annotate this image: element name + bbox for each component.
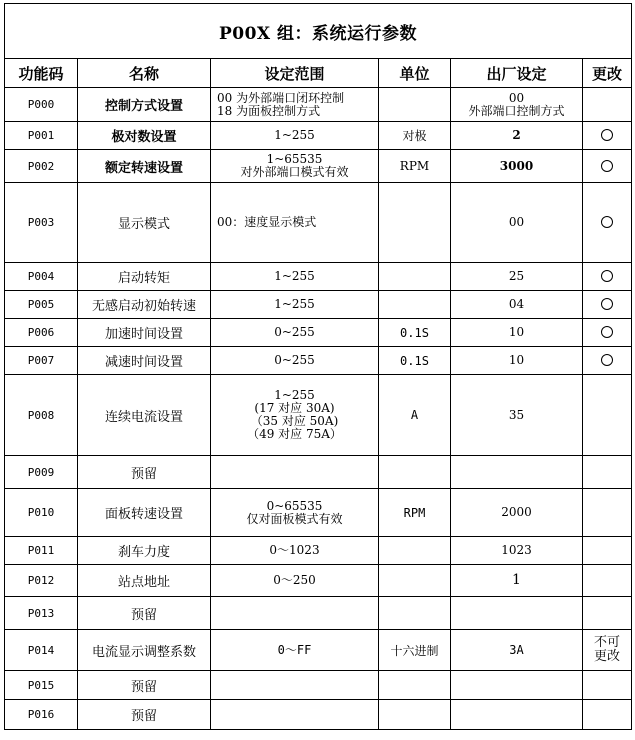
range-cell bbox=[211, 671, 379, 700]
unit-cell: A bbox=[379, 375, 451, 456]
code-cell: P015 bbox=[5, 671, 78, 700]
range-cell: 0~255 bbox=[211, 347, 379, 375]
name-cell: 预留 bbox=[78, 456, 211, 489]
name-cell: 减速时间设置 bbox=[78, 347, 211, 375]
unit-cell bbox=[379, 183, 451, 263]
unit-cell: 0.1S bbox=[379, 347, 451, 375]
range-cell bbox=[211, 597, 379, 630]
header-default: 出厂设定 bbox=[451, 59, 583, 88]
unit-cell bbox=[379, 671, 451, 700]
range-line: (17 对应 30A) bbox=[254, 401, 335, 415]
change-cell bbox=[583, 630, 632, 671]
default-cell bbox=[451, 700, 583, 730]
change-cell bbox=[583, 88, 632, 122]
code-cell: P001 bbox=[5, 122, 78, 150]
change-line: 不可 bbox=[594, 635, 621, 650]
unit-cell: RPM bbox=[379, 150, 451, 183]
default-cell: 00 bbox=[451, 183, 583, 263]
range-line: （49 对应 75A） bbox=[247, 427, 342, 441]
range-line: 00 为外部端口闭环控制 bbox=[217, 90, 345, 105]
table-row bbox=[5, 183, 632, 263]
header-name: 名称 bbox=[78, 59, 211, 88]
default-cell: 3A bbox=[451, 630, 583, 671]
table-row bbox=[5, 375, 632, 456]
code-cell: P010 bbox=[5, 489, 78, 537]
parameter-table-container bbox=[4, 3, 632, 730]
change-cell bbox=[583, 263, 632, 291]
unit-cell bbox=[379, 456, 451, 489]
table-row bbox=[5, 263, 632, 291]
unit-cell bbox=[379, 565, 451, 597]
unit-cell: RPM bbox=[379, 489, 451, 537]
default-line: 外部端口控制方式 bbox=[468, 103, 565, 118]
unit-cell: 对极 bbox=[379, 122, 451, 150]
unit-cell: 十六进制 bbox=[379, 630, 451, 671]
code-cell: P000 bbox=[5, 88, 78, 122]
code-cell: P005 bbox=[5, 291, 78, 319]
name-cell: 刹车力度 bbox=[78, 537, 211, 565]
range-cell: 0~255 bbox=[211, 319, 379, 347]
range-cell: 1~255 bbox=[211, 291, 379, 319]
table-row bbox=[5, 456, 632, 489]
header-row bbox=[5, 59, 632, 88]
unit-cell bbox=[379, 597, 451, 630]
range-line: 1~255 bbox=[274, 388, 315, 402]
change-cell bbox=[583, 537, 632, 565]
table-row bbox=[5, 671, 632, 700]
header-range: 设定范围 bbox=[211, 59, 379, 88]
name-cell: 控制方式设置 bbox=[78, 88, 211, 122]
default-line: 00 bbox=[508, 90, 525, 105]
unit-cell bbox=[379, 291, 451, 319]
parameter-table bbox=[4, 3, 632, 730]
range-line: 18 为面板控制方式 bbox=[217, 103, 321, 118]
unit-cell bbox=[379, 263, 451, 291]
table-row bbox=[5, 291, 632, 319]
code-cell: P013 bbox=[5, 597, 78, 630]
header-code: 功能码 bbox=[5, 59, 78, 88]
default-cell bbox=[451, 671, 583, 700]
range-line: 对外部端口模式有效 bbox=[240, 165, 349, 179]
range-line: （35 对应 50A) bbox=[250, 414, 339, 428]
range-cell bbox=[211, 375, 379, 456]
range-cell: 0～250 bbox=[211, 565, 379, 597]
code-cell: P004 bbox=[5, 263, 78, 291]
name-cell: 启动转矩 bbox=[78, 263, 211, 291]
name-cell: 无感启动初始转速 bbox=[78, 291, 211, 319]
default-cell: 3000 bbox=[451, 150, 583, 183]
name-cell: 电流显示调整系数 bbox=[78, 630, 211, 671]
default-cell: 10 bbox=[451, 347, 583, 375]
default-cell: 1 bbox=[451, 565, 583, 597]
header-change: 更改 bbox=[583, 59, 632, 88]
change-cell bbox=[583, 565, 632, 597]
change-cell bbox=[583, 375, 632, 456]
code-cell: P016 bbox=[5, 700, 78, 730]
name-cell: 显示模式 bbox=[78, 183, 211, 263]
table-row bbox=[5, 537, 632, 565]
change-cell bbox=[583, 597, 632, 630]
default-cell: 35 bbox=[451, 375, 583, 456]
table-row bbox=[5, 489, 632, 537]
change-cell bbox=[583, 319, 632, 347]
table-title: P00X 组：系统运行参数 bbox=[5, 4, 632, 59]
table-row bbox=[5, 700, 632, 730]
change-cell bbox=[583, 489, 632, 537]
change-cell bbox=[583, 700, 632, 730]
circle-icon bbox=[601, 129, 613, 141]
range-cell bbox=[211, 489, 379, 537]
unit-cell bbox=[379, 88, 451, 122]
range-cell bbox=[211, 88, 379, 122]
default-cell: 2 bbox=[451, 122, 583, 150]
table-row bbox=[5, 597, 632, 630]
change-cell bbox=[583, 150, 632, 183]
table-row bbox=[5, 565, 632, 597]
range-line: 0~65535 bbox=[266, 498, 323, 513]
unit-cell bbox=[379, 537, 451, 565]
change-cell bbox=[583, 122, 632, 150]
table-row bbox=[5, 630, 632, 671]
range-cell: 1~255 bbox=[211, 122, 379, 150]
range-cell: 0～1023 bbox=[211, 537, 379, 565]
name-cell: 站点地址 bbox=[78, 565, 211, 597]
change-cell bbox=[583, 456, 632, 489]
table-row bbox=[5, 122, 632, 150]
name-cell: 预留 bbox=[78, 700, 211, 730]
range-cell bbox=[211, 456, 379, 489]
range-cell: 00：速度显示模式 bbox=[211, 183, 379, 263]
table-row bbox=[5, 150, 632, 183]
code-cell: P007 bbox=[5, 347, 78, 375]
header-unit: 单位 bbox=[379, 59, 451, 88]
change-cell bbox=[583, 671, 632, 700]
default-cell bbox=[451, 88, 583, 122]
range-cell bbox=[211, 700, 379, 730]
code-cell: P002 bbox=[5, 150, 78, 183]
circle-icon bbox=[601, 270, 613, 282]
name-cell: 额定转速设置 bbox=[78, 150, 211, 183]
name-cell: 预留 bbox=[78, 597, 211, 630]
circle-icon bbox=[601, 216, 613, 228]
unit-cell bbox=[379, 700, 451, 730]
circle-icon bbox=[601, 326, 613, 338]
range-line: 仅对面板模式有效 bbox=[246, 511, 343, 526]
table-row bbox=[5, 88, 632, 122]
code-cell: P012 bbox=[5, 565, 78, 597]
default-cell bbox=[451, 456, 583, 489]
code-cell: P008 bbox=[5, 375, 78, 456]
default-cell: 10 bbox=[451, 319, 583, 347]
range-cell bbox=[211, 150, 379, 183]
change-cell bbox=[583, 291, 632, 319]
table-row bbox=[5, 347, 632, 375]
range-cell: 0～FF bbox=[211, 630, 379, 671]
name-cell: 连续电流设置 bbox=[78, 375, 211, 456]
range-line: 1~65535 bbox=[266, 152, 323, 166]
name-cell: 加速时间设置 bbox=[78, 319, 211, 347]
name-cell: 面板转速设置 bbox=[78, 489, 211, 537]
code-cell: P011 bbox=[5, 537, 78, 565]
circle-icon bbox=[601, 354, 613, 366]
default-cell: 25 bbox=[451, 263, 583, 291]
code-cell: P006 bbox=[5, 319, 78, 347]
default-cell bbox=[451, 597, 583, 630]
circle-icon bbox=[601, 160, 613, 172]
table-row bbox=[5, 319, 632, 347]
code-cell: P003 bbox=[5, 183, 78, 263]
code-cell: P014 bbox=[5, 630, 78, 671]
circle-icon bbox=[601, 298, 613, 310]
default-cell: 1023 bbox=[451, 537, 583, 565]
name-cell: 极对数设置 bbox=[78, 122, 211, 150]
name-cell: 预留 bbox=[78, 671, 211, 700]
change-cell bbox=[583, 347, 632, 375]
default-cell: 04 bbox=[451, 291, 583, 319]
change-line: 更改 bbox=[594, 649, 621, 664]
change-cell bbox=[583, 183, 632, 263]
range-cell: 1~255 bbox=[211, 263, 379, 291]
default-cell: 2000 bbox=[451, 489, 583, 537]
unit-cell: 0.1S bbox=[379, 319, 451, 347]
code-cell: P009 bbox=[5, 456, 78, 489]
